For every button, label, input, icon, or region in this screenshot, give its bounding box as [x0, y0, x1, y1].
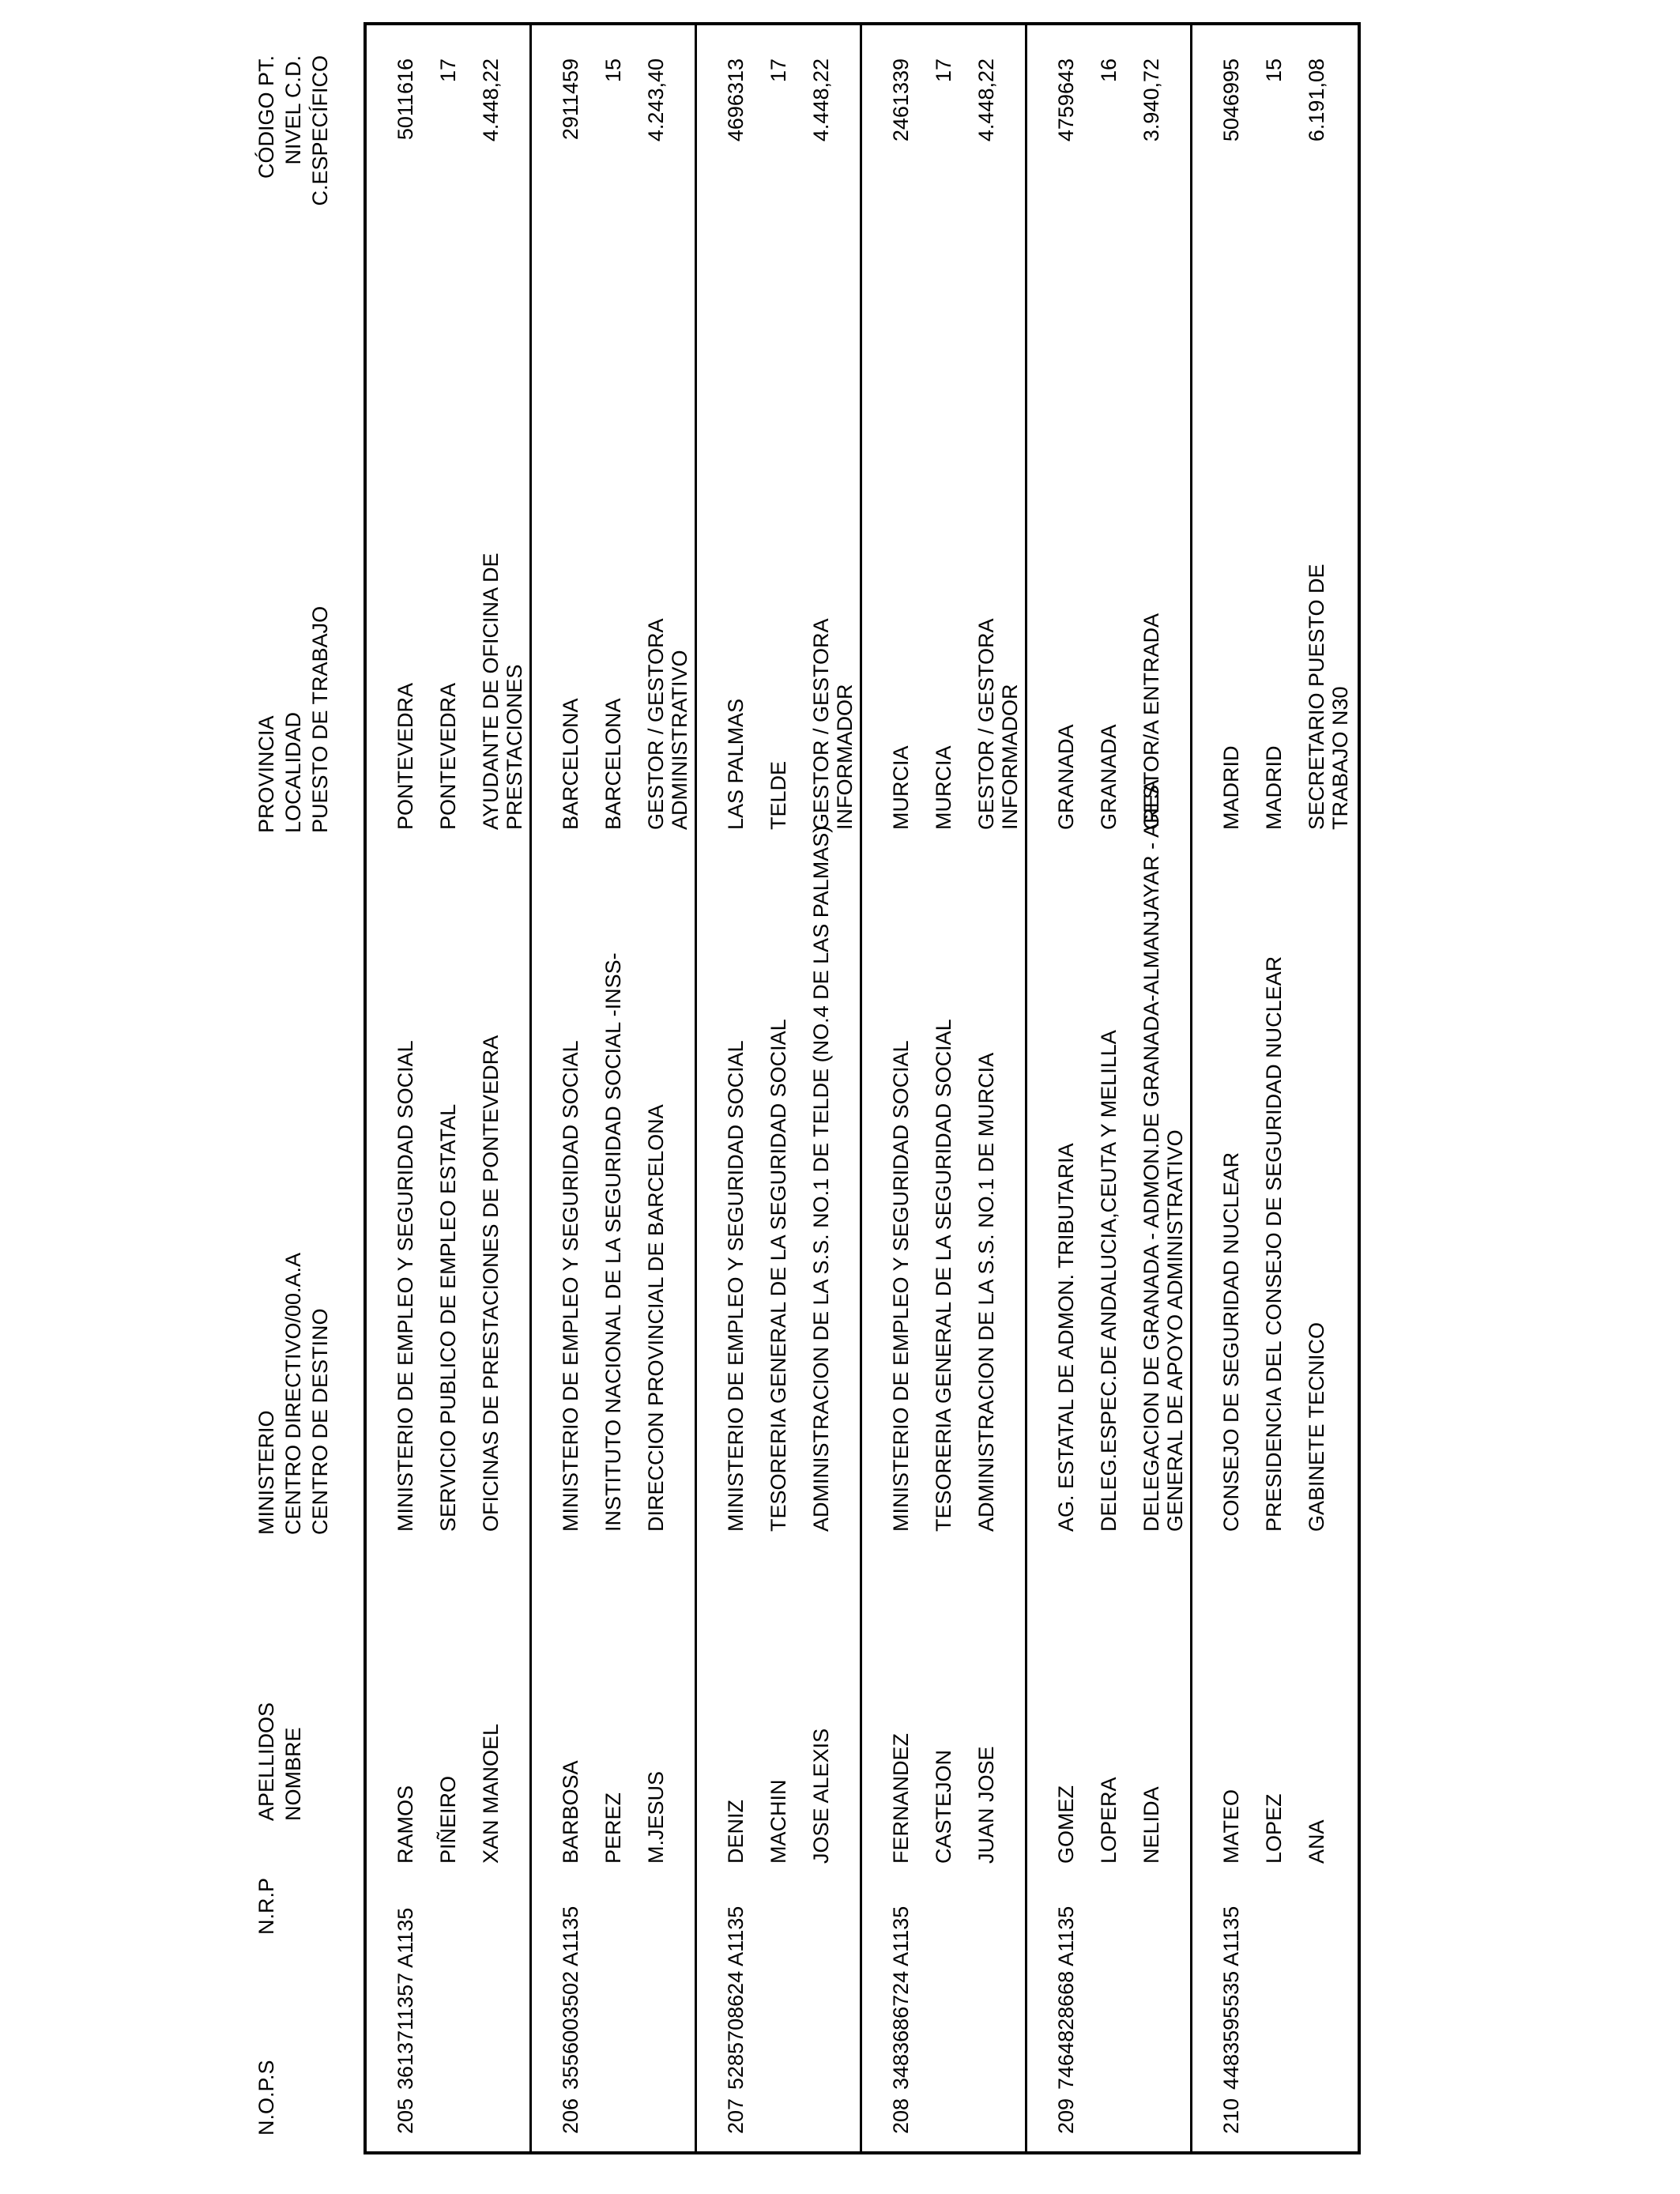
record-centro-directivo: INSTITUTO NACIONAL DE LA SEGURIDAD SOCIAL -INSS-	[601, 952, 625, 1532]
record-row-2	[436, 25, 484, 2151]
record-apellido1: MATEO	[1219, 1789, 1243, 1864]
record-group	[367, 25, 529, 2151]
record-apellido2: PEREZ	[601, 1792, 625, 1864]
record-nivel: 17	[932, 58, 955, 83]
record-centro-destino	[1305, 1322, 1328, 1532]
record-row-1	[394, 25, 441, 2151]
record-nops: 209	[1054, 2098, 1078, 2134]
record-group	[1027, 25, 1190, 2151]
record-nivel: 17	[767, 58, 790, 83]
record-centro-destino	[809, 826, 833, 1532]
record-row-1	[1054, 25, 1102, 2151]
records-table	[363, 22, 1361, 2154]
record-centro-destino	[1139, 779, 1187, 1532]
record-codigo: 2911459	[559, 58, 582, 141]
record-nrp: 3483686724 A1135	[889, 1906, 913, 2090]
record-puesto	[974, 618, 1022, 830]
record-nrp: 3556003502 A1135	[559, 1906, 582, 2090]
record-provincia: PONTEVEDRA	[394, 682, 417, 830]
record-especifico: 4.243,40	[644, 58, 668, 142]
record-nombre: NELIDA	[1139, 1786, 1163, 1864]
header-nops-label: N.O.P.S	[254, 2060, 278, 2136]
header-apellidos-label: APELLIDOS	[254, 1702, 278, 1821]
record-row-2	[932, 25, 979, 2151]
record-row-3	[644, 25, 691, 2151]
header-nrp-label: N.R.P	[254, 1877, 278, 1935]
record-puesto-line: PRESTACIONES	[503, 664, 526, 830]
header-puesto-label: PUESTO DE TRABAJO	[308, 605, 332, 833]
record-group	[697, 25, 860, 2151]
record-centro-destino-line: OFICINAS DE PRESTACIONES DE PONTEVEDRA	[479, 1035, 503, 1532]
header-nivel-label: NIVEL C.D.	[281, 55, 305, 165]
record-localidad: MADRID	[1262, 745, 1286, 830]
record-centro-destino-line: DELEGACION DE GRANADA - ADMON.DE GRANADA-ALMANJAYAR - AREA	[1139, 779, 1163, 1532]
header-nops	[253, 2060, 280, 2136]
record-apellido2: PIÑEIRO	[436, 1775, 460, 1864]
record-localidad: MURCIA	[932, 745, 955, 830]
record-group	[862, 25, 1025, 2151]
record-group	[532, 25, 695, 2151]
header-provincia-localidad-puesto	[253, 606, 333, 833]
record-row-3	[974, 25, 1022, 2151]
record-row-3	[479, 25, 526, 2151]
record-centro-destino	[479, 1035, 503, 1532]
record-row-1	[889, 25, 936, 2151]
record-nops: 210	[1219, 2098, 1243, 2134]
record-centro-destino	[644, 1104, 668, 1532]
record-provincia: LAS PALMAS	[724, 698, 748, 830]
record-row-1	[1219, 25, 1267, 2151]
record-nivel: 16	[1097, 58, 1121, 83]
record-puesto-line: AYUDANTE DE OFICINA DE	[479, 552, 503, 830]
record-nrp: 4483595535 A1135	[1219, 1906, 1243, 2090]
record-localidad: PONTEVEDRA	[436, 682, 460, 830]
record-nops: 208	[889, 2098, 913, 2134]
record-especifico: 4.448,22	[974, 58, 998, 142]
record-centro-directivo: SERVICIO PUBLICO DE EMPLEO ESTATAL	[436, 1103, 460, 1532]
header-codigo-nivel-especifico	[253, 55, 333, 281]
record-codigo: 4696313	[724, 58, 748, 142]
record-row-2	[1097, 25, 1144, 2151]
record-ministerio: MINISTERIO DE EMPLEO Y SEGURIDAD SOCIAL	[559, 1040, 582, 1532]
header-provincia-label: PROVINCIA	[254, 715, 278, 833]
record-nops: 206	[559, 2098, 582, 2134]
record-puesto	[1305, 564, 1352, 830]
record-puesto	[644, 618, 691, 830]
record-centro-destino-line: GENERAL DE APOYO ADMINISTRATIVO	[1163, 1129, 1187, 1532]
header-nrp	[253, 1878, 280, 1935]
record-codigo: 2461339	[889, 58, 913, 142]
record-row-3	[1139, 25, 1187, 2151]
record-apellido1: BARBOSA	[559, 1760, 582, 1864]
record-puesto-line: INFORMADOR	[833, 684, 857, 830]
record-row-3	[1305, 25, 1352, 2151]
record-ministerio: AG. ESTATAL DE ADMON. TRIBUTARIA	[1054, 1143, 1078, 1532]
header-centro-directivo-label: CENTRO DIRECTIVO/00.A.A	[281, 1252, 305, 1535]
record-row-1	[724, 25, 771, 2151]
record-nrp: 3613711357 A1135	[394, 1907, 417, 2090]
record-puesto-line: INFORMADOR	[998, 684, 1022, 830]
record-apellido2: MACHIN	[767, 1779, 790, 1864]
record-centro-destino	[974, 1053, 998, 1532]
record-row-2	[767, 25, 814, 2151]
record-especifico: 4.448,22	[479, 58, 503, 142]
record-nombre: ANA	[1305, 1819, 1328, 1864]
record-nombre: M.JESUS	[644, 1770, 668, 1864]
record-codigo: 5011616	[394, 58, 417, 141]
record-row-2	[1262, 25, 1309, 2151]
record-apellido1: FERNANDEZ	[889, 1732, 913, 1864]
record-row-3	[809, 25, 857, 2151]
record-centro-destino-line: ADMINISTRACION DE LA S.S. NO.1 DE TELDE (NO.4 DE LAS PALMAS)	[809, 825, 833, 1532]
record-nivel: 15	[601, 58, 625, 83]
record-apellido2: LOPERA	[1097, 1777, 1121, 1864]
header-apellidos-nombre	[253, 1702, 307, 1821]
record-especifico: 6.191,08	[1305, 58, 1328, 142]
record-provincia: GRANADA	[1054, 724, 1078, 830]
record-localidad: TELDE	[767, 760, 790, 830]
record-nrp: 5285708624 A1135	[724, 1906, 748, 2090]
record-nops: 205	[394, 2098, 417, 2134]
record-provincia: MADRID	[1219, 745, 1243, 830]
header-especifico-label: C.ESPECÍFICO	[308, 55, 332, 206]
record-puesto-line: GESTOR / GESTORA	[809, 618, 833, 830]
record-puesto-line: GESTOR/A ENTRADA	[1139, 613, 1163, 830]
record-puesto-line: TRABAJO N30	[1328, 686, 1352, 830]
header-ministerio-label: MINISTERIO	[254, 1410, 278, 1535]
record-apellido1: DENIZ	[724, 1800, 748, 1864]
record-ministerio: CONSEJO DE SEGURIDAD NUCLEAR	[1219, 1152, 1243, 1532]
record-nrp: 7464828668 A1135	[1054, 1906, 1078, 2090]
record-codigo: 4759643	[1054, 58, 1078, 142]
record-centro-destino-line: DIRECCION PROVINCIAL DE BARCELONA	[644, 1104, 668, 1532]
record-centro-destino-line: GABINETE TECNICO	[1305, 1321, 1328, 1532]
record-row-1	[559, 25, 606, 2151]
record-ministerio: MINISTERIO DE EMPLEO Y SEGURIDAD SOCIAL	[889, 1040, 913, 1532]
record-apellido2: CASTEJON	[932, 1749, 955, 1864]
record-apellido1: RAMOS	[394, 1785, 417, 1864]
record-row-2	[601, 25, 649, 2151]
header-localidad-label: LOCALIDAD	[281, 711, 305, 833]
record-localidad: GRANADA	[1097, 724, 1121, 830]
record-provincia: MURCIA	[889, 745, 913, 830]
record-group	[1192, 25, 1355, 2151]
record-nivel: 17	[436, 58, 460, 83]
record-especifico: 3.940,72	[1139, 58, 1163, 142]
record-puesto-line: GESTOR / GESTORA	[974, 618, 998, 830]
header-nombre-label: NOMBRE	[281, 1727, 305, 1821]
record-puesto-line: ADMINISTRATIVO	[668, 650, 691, 830]
record-centro-directivo: TESORERIA GENERAL DE LA SEGURIDAD SOCIAL	[932, 1019, 955, 1532]
record-centro-directivo: DELEG.ESPEC.DE ANDALUCIA,CEUTA Y MELILLA	[1097, 1030, 1121, 1532]
record-puesto	[479, 552, 526, 830]
record-nivel: 15	[1262, 58, 1286, 83]
record-especifico: 4.448,22	[809, 58, 833, 142]
record-puesto-line: GESTOR / GESTORA	[644, 618, 668, 830]
record-puesto-line: SECRETARIO PUESTO DE	[1305, 564, 1328, 830]
record-provincia: BARCELONA	[559, 698, 582, 830]
record-nombre: XAN MANOEL	[479, 1723, 503, 1864]
header-codigo-label: CÓDIGO PT.	[254, 55, 278, 179]
header-centro-destino-label: CENTRO DE DESTINO	[308, 1308, 332, 1535]
record-nombre: JOSE ALEXIS	[809, 1728, 833, 1864]
record-ministerio: MINISTERIO DE EMPLEO Y SEGURIDAD SOCIAL	[394, 1040, 417, 1532]
record-codigo: 5046995	[1219, 58, 1243, 142]
record-puesto	[1139, 613, 1163, 830]
record-apellido1: GOMEZ	[1054, 1785, 1078, 1864]
record-nops: 207	[724, 2098, 748, 2134]
record-ministerio: MINISTERIO DE EMPLEO Y SEGURIDAD SOCIAL	[724, 1040, 748, 1532]
record-puesto	[809, 618, 857, 830]
header-ministerio-centros	[253, 1253, 333, 1535]
record-apellido2: LOPEZ	[1262, 1793, 1286, 1864]
record-centro-destino-line: ADMINISTRACION DE LA S.S. NO.1 DE MURCIA	[974, 1052, 998, 1532]
record-centro-directivo: TESORERIA GENERAL DE LA SEGURIDAD SOCIAL	[767, 1019, 790, 1532]
record-localidad: BARCELONA	[601, 698, 625, 830]
record-centro-directivo: PRESIDENCIA DEL CONSEJO DE SEGURIDAD NUCLEAR	[1262, 956, 1286, 1532]
record-nombre: JUAN JOSE	[974, 1746, 998, 1864]
